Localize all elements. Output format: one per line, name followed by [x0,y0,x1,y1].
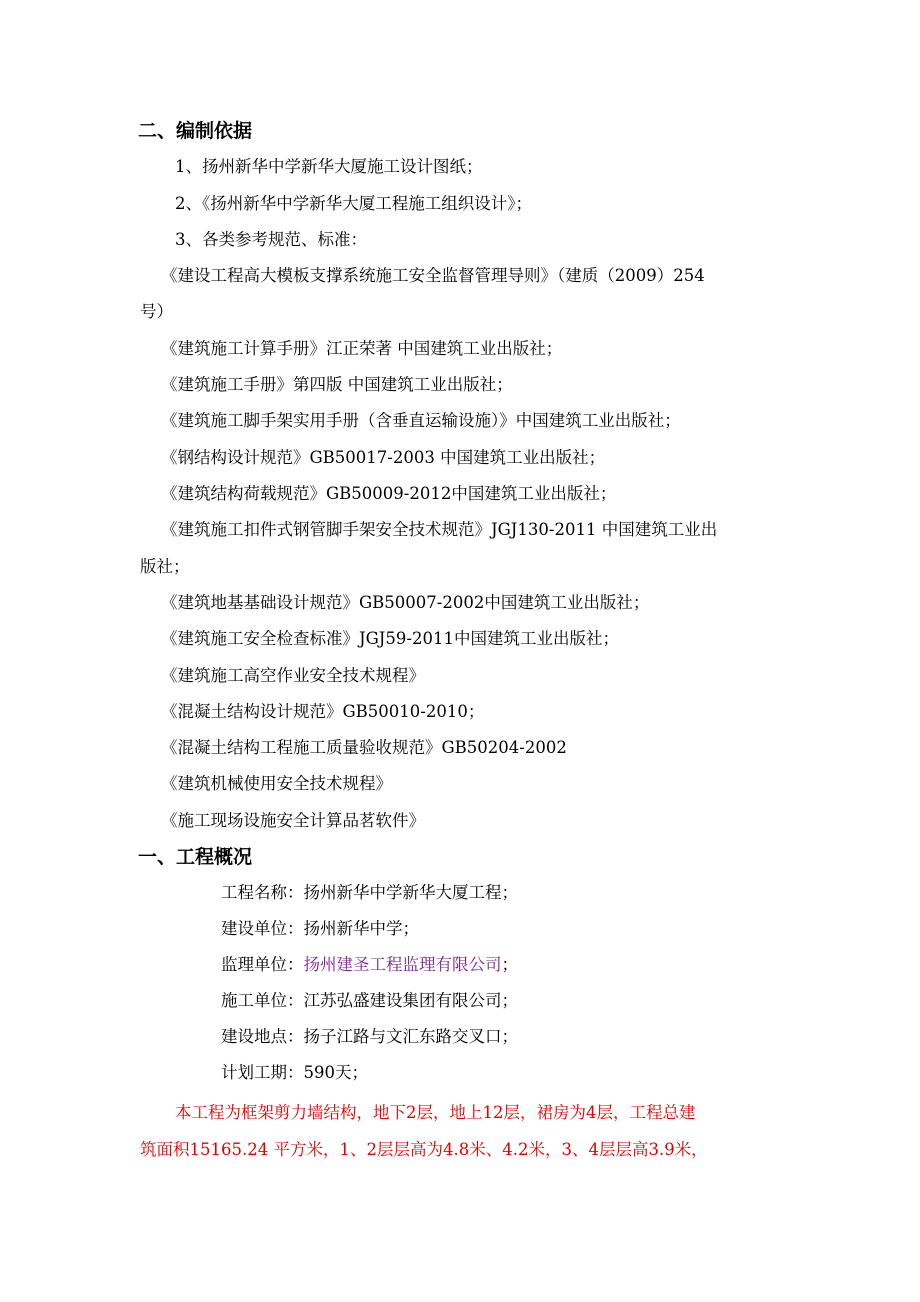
overview-field-duration [221,1062,368,1084]
reference-item: 《施工现场设施安全计算品茗软件》 [161,811,425,830]
field-value: 江苏弘盛建设集团有限公司； [303,991,518,1010]
basis-item-2: 2、《扬州新华中学新华大厦工程施工组织设计》； [175,194,532,213]
section-heading-basis: 二、编制依据 [138,120,253,142]
reference-item: 《钢结构设计规范》GB50017-2003 中国建筑工业出版社； [161,448,606,467]
reference-item: 《建筑施工脚手架实用手册（含垂直运输设施）》中国建筑工业出版社； [161,411,681,430]
supervisor-name: 扬州建圣工程监理有限公司 [303,955,502,974]
reference-item: 《建筑结构荷载规范》GB50009-2012中国建筑工业出版社； [161,484,617,503]
overview-field-supervisor [221,954,518,976]
field-label: 工程名称： [221,883,304,902]
overview-field-contractor [221,990,518,1012]
field-label: 建设单位： [221,919,304,938]
project-description-line-1: 本工程为框架剪力墙结构，地下2层，地上12层，裙房为4层，工程总建 [175,1103,696,1122]
overview-field-name [221,882,518,904]
field-value: 扬州新华中学新华大厦工程； [303,883,518,902]
basis-item-1: 1、扬州新华中学新华大厦施工设计图纸； [175,157,483,176]
reference-item: 号） [140,302,173,321]
reference-item: 《建筑机械使用安全技术规程》 [161,774,392,793]
reference-item: 《建筑施工高空作业安全技术规程》 [161,666,425,685]
reference-item: 《混凝土结构设计规范》GB50010-2010； [161,702,485,721]
field-suffix: ； [501,955,518,974]
reference-item: 《混凝土结构工程施工质量验收规范》GB50204-2002 [161,738,567,757]
reference-item: 《建筑施工手册》第四版 中国建筑工业出版社； [161,375,513,394]
reference-item: 《建筑施工扣件式钢管脚手架安全技术规范》JGJ130-2011 中国建筑工业出 [161,520,718,539]
section-heading-overview: 一、工程概况 [138,846,253,868]
project-description-line-2: 筑面积15165.24 平方米，1、2层层高为4.8米、4.2米，3、4层层高3.9米， [140,1140,708,1159]
field-label: 建设地点： [221,1027,304,1046]
field-label: 计划工期： [221,1063,304,1082]
field-label: 施工单位： [221,991,304,1010]
reference-item: 《建设工程高大模板支撑系统施工安全监督管理导则》（建质（2009）254 [161,266,705,285]
field-value: 扬子江路与文汇东路交叉口； [303,1027,518,1046]
field-label: 监理单位： [221,955,304,974]
reference-item: 《建筑施工计算手册》江正荣著 中国建筑工业出版社； [161,339,563,358]
reference-item: 版社； [140,557,190,576]
overview-field-location [221,1026,518,1048]
overview-field-owner [221,918,419,940]
reference-item: 《建筑施工安全检查标准》JGJ59-2011中国建筑工业出版社； [161,629,619,648]
reference-item: 《建筑地基基础设计规范》GB50007-2002中国建筑工业出版社； [161,593,650,612]
basis-item-3: 3、各类参考规范、标准： [175,230,367,249]
field-value: 扬州新华中学； [303,919,419,938]
field-value: 590天； [303,1063,368,1082]
